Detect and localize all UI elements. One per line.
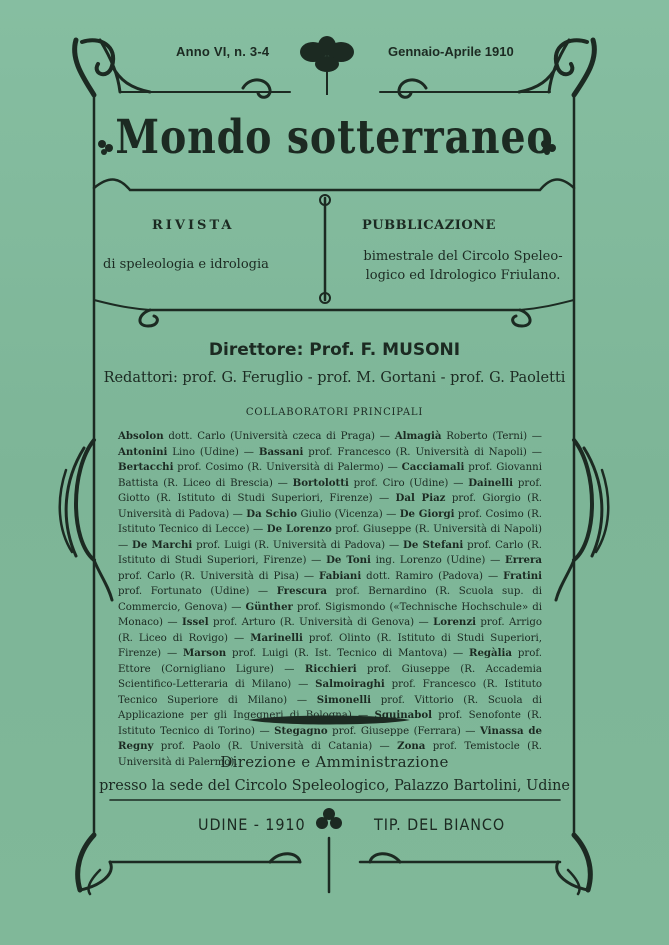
collaborator-detail: prof. Arturo (R. Università di Genova) — (208, 617, 434, 628)
collaborator-name: Marson (182, 647, 227, 659)
collaborator-detail: prof. Paolo (R. Università di Catania) — (153, 741, 398, 752)
collaborator-detail: prof. Francesco (R. Università di Napoli) — (303, 446, 542, 458)
collaborator-name: De Stefani (403, 538, 464, 551)
collaborator-detail: prof. Cosimo (R. Università di Palermo) — (173, 462, 402, 473)
collaborator-name: Fabiani (319, 569, 362, 582)
collaborator-detail: prof. Luigi (R. Università di Padova) — (192, 539, 403, 551)
collaborator-detail: prof. Giorgio (R. Università di Padova) — (118, 493, 542, 520)
collaborator-name: Salmoiraghi (315, 678, 385, 690)
collaborator-detail: dott. Carlo (Università czeca di Praga) — (163, 431, 395, 442)
journal-title: Mondo sotterraneo (115, 110, 554, 165)
collaborator-name: Günther (245, 600, 293, 613)
collaboratori-list (118, 429, 542, 770)
admin-line-1: Direzione e Amministrazione (220, 753, 449, 771)
collaborator-detail: prof. Arrigo (R. Liceo di Rovigo) — (118, 617, 542, 644)
collaborator-name: Marinelli (250, 631, 303, 644)
issue-date: Gennaio-Aprile 1910 (388, 44, 514, 59)
collaborator-detail: prof. Vittorio (R. Scuola di Applicazione per gli Ingegneri di Bologna) — (118, 694, 542, 721)
collaborator-detail: prof. Giotto (R. Istituto di Studi Superiori, Firenze) — (118, 477, 542, 504)
collaborator-detail: prof. Sigismondo («Technische Hochschule» di Monaco) — (118, 601, 542, 628)
collaborator-detail: prof. Fortunato (Udine) — (118, 586, 277, 597)
rivista-label: RIVISTA (152, 218, 235, 233)
imprint-printer: TIP. DEL BIANCO (374, 815, 506, 834)
collaborator-detail: prof. Senofonte (R. Istituto Tecnico di Torino) — (118, 710, 543, 737)
collaborator-name: Bassani (258, 445, 304, 458)
collaborator-detail: prof. Cosimo (R. Istituto Tecnico di Lecce) — (118, 508, 543, 535)
collaborator-name: Ricchieri (304, 662, 357, 675)
collaborator-name: Stegagno (274, 724, 328, 737)
imprint-place: UDINE - 1910 (198, 815, 306, 834)
collaborator-detail: prof. Giuseppe (R. Università di Napoli) — (118, 524, 542, 551)
collaborator-detail: prof. Francesco (R. Istituto Tecnico Superiore di Milano) — (118, 679, 543, 706)
collaborator-name: Almagià (394, 430, 442, 442)
collaborator-name: Da Schio (246, 507, 298, 520)
collaborator-name: Fratini (503, 569, 542, 582)
collaborator-detail: dott. Ramiro (Padova) — (361, 570, 504, 582)
collaborator-detail: prof. Carlo (R. Università di Pisa) — (118, 570, 320, 582)
collaborator-name: De Marchi (132, 538, 193, 551)
collaborator-name: Regàlia (468, 647, 512, 659)
collaborator-detail: prof. Luigi (R. Ist. Tecnico di Mantova) — (226, 648, 469, 659)
collaborator-detail: prof. Olinto (R. Istituto di Studi Superiori, Firenze) — (118, 632, 542, 659)
collaborator-name: De Giorgi (399, 507, 455, 520)
collaborator-name: De Toni (326, 554, 371, 566)
collaborator-name: Dainelli (468, 476, 514, 489)
collaborator-name: Dal Piaz (395, 492, 446, 504)
collaborator-name: De Lorenzo (266, 523, 332, 535)
collaborator-detail: Lino (Udine) — (167, 446, 259, 458)
pubblicazione-label: PUBBLICAZIONE (362, 218, 496, 233)
collaborator-name: Absolon (118, 430, 164, 442)
collaborator-name: Zona (397, 740, 426, 752)
collaborator-detail: Roberto (Terni) — (441, 431, 542, 442)
collaborator-name: Vinassa de Regny (118, 724, 542, 752)
collaborator-detail: ing. Lorenzo (Udine) — (370, 555, 506, 566)
collaborator-detail: prof. Carlo (R. Istituto di Studi Superiori, Firenze) — (118, 539, 542, 566)
collaborator-detail: Giulio (Vicenza) — (297, 508, 400, 520)
collaborator-name: Frescura (276, 585, 327, 597)
collaborator-name: Cacciamali (401, 461, 465, 473)
collaborator-detail: prof. Giuseppe (Ferrara) — (327, 725, 480, 737)
issue-number: Anno VI, n. 3-4 (176, 44, 270, 59)
collaborator-detail: prof. Ciro (Udine) — (348, 477, 469, 489)
collaborator-detail: prof. Giovanni Battista (R. Liceo di Brescia) — (118, 462, 542, 489)
collaborator-name: Bertacchi (118, 461, 174, 473)
collaborator-name: Simonelli (316, 693, 372, 706)
collaborator-detail: prof. Temistocle (R. Università di Palermo). (118, 741, 543, 768)
collaborator-detail: prof. Ettore (Cornigliano Ligure) — (118, 648, 542, 675)
collaborator-name: Issel (182, 616, 209, 628)
admin-line-2: presso la sede del Circolo Speleologico, Palazzo Bartolini, Udine (99, 776, 570, 794)
collaborator-detail: prof. Giuseppe (R. Accademia Scientifico-Letteraria di Milano) — (118, 663, 542, 690)
collaborator-name: Errera (505, 554, 542, 566)
pubblicazione-description: bimestrale del Circolo Speleo- logico ed Idrologico Friulano. (363, 249, 563, 283)
collaborator-name: Bortolotti (292, 476, 349, 489)
collaborator-name: Lorenzi (433, 616, 476, 628)
redattori-line: Redattori: prof. G. Feruglio - prof. M. Gortani - prof. G. Paoletti (103, 370, 566, 386)
direttore-line: Direttore: Prof. F. MUSONI (208, 340, 461, 360)
rivista-description: di speleologia e idrologia (103, 257, 269, 272)
collaborator-detail: prof. Bernardino (R. Scuola sup. di Commercio, Genova) — (118, 586, 542, 613)
collaboratori-heading: COLLABORATORI PRINCIPALI (245, 407, 424, 418)
collaborator-name: Squinabol (374, 709, 433, 721)
collaborator-name: Antonini (118, 445, 168, 458)
